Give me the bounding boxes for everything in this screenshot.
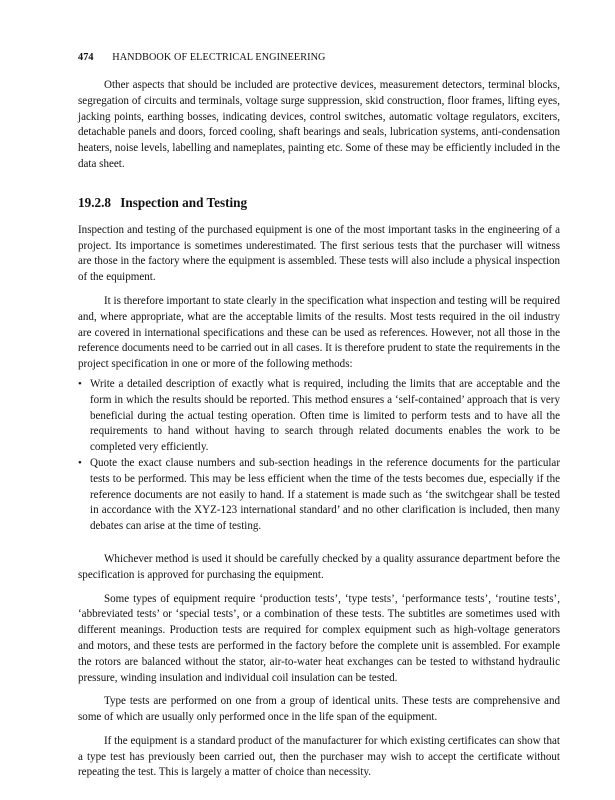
section-paragraph-2: It is therefore important to state clearly in the specification what inspection and testing will be required and, where appropriate, what are the acceptable limits of the results. Most tests required in the oil industry are covered in international specifications and these can be used as references. However, not all those in the reference documents need to be carried out in all cases. It is therefore prudent to state the requirements in the project specification in one or more of the following methods:: [78, 294, 560, 371]
page-number: 474: [78, 52, 94, 63]
running-header: [78, 52, 560, 63]
list-item: [78, 456, 560, 535]
section-paragraph-3: Whichever method is used it should be carefully checked by a quality assurance department before the specification is approved for purchasing the equipment.: [78, 552, 560, 581]
page-body: [78, 52, 560, 781]
bullet-icon: •: [78, 377, 82, 390]
list-item-text: Quote the exact clause numbers and sub-section headings in the reference documents for the particular tests to be performed. This may be less efficient when the time of the tests becomes due, especially if the reference documents are not easily to hand. If a statement is made such as ‘the switchgear shall be tested in accordance with the XYZ-123 international standard’ and no other clarification is included, then many debates can arise at the time of testing.: [90, 456, 560, 533]
section-paragraph-1: Inspection and testing of the purchased equipment is one of the most important tasks in the engineering of a project. Its importance is sometimes underestimated. The first serious tests that the purchaser will witness are those in the factory where the equipment is assembled. These tests will also include a physical inspection of the equipment.: [78, 223, 560, 284]
section-title: Inspection and Testing: [120, 194, 248, 210]
list-item: [78, 377, 560, 456]
method-list: [78, 377, 560, 535]
intro-paragraph: Other aspects that should be included are protective devices, measurement detectors, terminal blocks, segregation of circuits and terminals, voltage surge suppression, skid construction, floor frames, lifting eyes, jacking points, earthing bosses, indicating devices, control switches, automatic voltage regulators, exciters, detachable panels and doors, forced cooling, shaft bearings and seals, lubrication systems, anti-condensation heaters, noise levels, labelling and nameplates, painting etc. Some of these may be efficiently included in the data sheet.: [78, 79, 560, 170]
section-heading: [78, 195, 560, 211]
section-paragraph-4: Some types of equipment require ‘production tests’, ‘type tests’, ‘performance tests’, ‘routine tests’, ‘abbreviated tests’ or ‘special tests’, or a combination of these tests. The subtitles are sometimes used with different meanings. Production tests are required for complex equipment such as high-voltage generators and motors, and these tests are performed in the factory before the complete unit is assembled. For example the rotors are balanced without the stator, air-to-water heat exchanges can be tested to withstand hydraulic pressure, winding insulation and individual coil insulation can be tested.: [78, 592, 560, 684]
section-number: 19.2.8: [78, 194, 111, 210]
section-paragraph-6: If the equipment is a standard product of the manufacturer for which existing certificates can show that a type test has previously been carried out, then the purchaser may wish to accept the certificate without repeating the test. This is largely a matter of choice than necessity.: [78, 734, 560, 779]
running-title: HANDBOOK OF ELECTRICAL ENGINEERING: [112, 52, 326, 63]
section-paragraph-5: Type tests are performed on one from a group of identical units. These tests are comprehensive and some of which are usually only performed once in the life span of the equipment.: [78, 695, 560, 724]
bullet-icon: •: [78, 456, 82, 469]
list-item-text: Write a detailed description of exactly what is required, including the limits that are acceptable and the form in which the results should be reported. This method ensures a ‘self-contained’ approach that is very beneficial during the actual testing operation. Often time is limited to perform tests and to have all the requirements to hand without having to search through related documents enables the work to be completed very efficiently.: [90, 377, 560, 454]
